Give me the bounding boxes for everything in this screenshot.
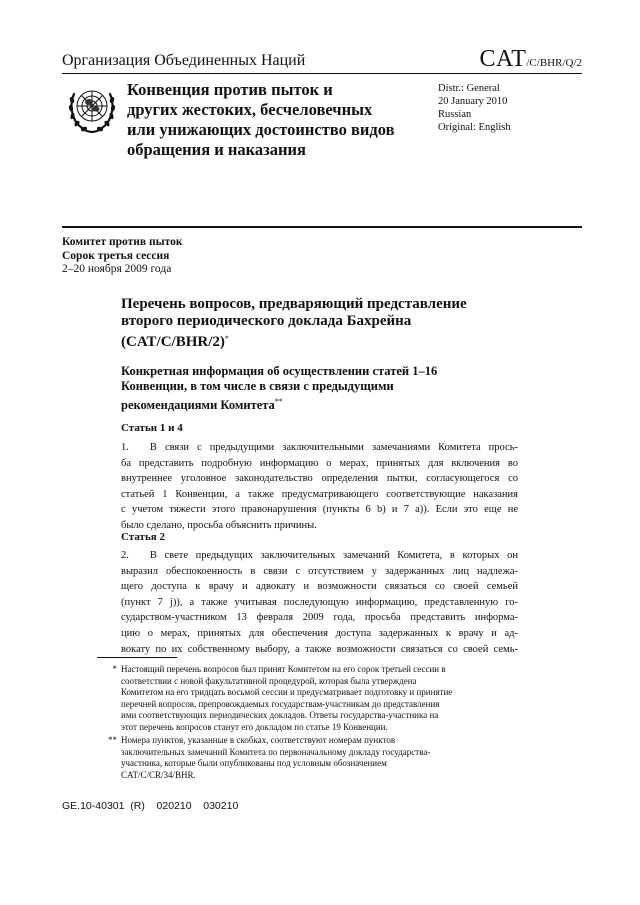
paragraph-line: вокату по их собственному выбору, а также возможности связаться со своей семь- <box>121 643 518 655</box>
paragraph-1 <box>121 440 518 534</box>
section-heading-article-2: Статья 2 <box>121 531 165 543</box>
sub-title-line: Конвенции, в том числе в связи с предыдущими <box>121 379 394 393</box>
footnote-1 <box>97 664 517 736</box>
paragraph-line: 1. В связи с предыдущими заключительными замечаниями Комитета прось- <box>121 442 518 453</box>
footnote-ref-2[interactable]: ** <box>274 397 283 406</box>
footnote-line: заключительных замечаний Комитета по первоначальному докладу государства- <box>121 746 431 757</box>
paragraph-line: статьей 1 Конвенции, а также предусматривающего соответствующие наказания <box>121 488 518 500</box>
main-title-line: Перечень вопросов, предваряющий представление <box>121 296 467 312</box>
footnote-ref-1[interactable]: * <box>224 334 229 343</box>
convention-title-line: Конвенция против пыток и <box>127 80 333 99</box>
paragraph-line: выразил обеспокоенность в связи с отсутствием у задержанных лиц надлежа- <box>121 565 518 577</box>
footnote-line: Комитетом на его тридцать восьмой сессии и предусматривает подготовку и принятие <box>121 687 453 697</box>
header-rule <box>62 73 582 74</box>
paragraph-line: было сделано, просьба объяснить причины. <box>121 519 317 531</box>
paragraph-line: внутреннее уголовное законодательство определения пытки, согласующегося со <box>121 473 518 485</box>
distribution-type: Distr.: General <box>438 83 500 94</box>
convention-title <box>127 80 427 160</box>
paragraph-2 <box>121 548 518 657</box>
header-thick-rule <box>62 226 582 228</box>
committee-block <box>62 236 183 277</box>
footnote-2 <box>97 735 517 783</box>
convention-title-line: других жестоких, бесчеловечных <box>127 100 373 119</box>
main-title <box>121 296 541 351</box>
paragraph-line: ба представить подробную информацию о мерах, принятых для включения во <box>121 457 518 469</box>
paragraph-line: (пункт 7 j)), а также учитывая последующую информацию, представленную го- <box>121 596 518 608</box>
sub-title-line: Конкретная информация об осуществлении статей 1–16 <box>121 364 438 378</box>
committee-session: Сорок третья сессия <box>62 249 170 262</box>
footnote-marker: ** <box>108 735 117 745</box>
document-symbol-main: CAT <box>479 46 527 72</box>
footnote-line: участника, которые были опубликованы под условным обозначением <box>121 758 387 768</box>
distribution-language: Russian <box>438 109 472 120</box>
footnote-separator <box>97 657 177 658</box>
document-symbol-suffix: /C/BHR/Q/2 <box>526 57 582 69</box>
section-heading-articles-1-4: Статьи 1 и 4 <box>121 422 183 434</box>
convention-title-line: обращения и наказания <box>127 140 306 159</box>
paragraph-line: цию о мерах, принятых для обеспечения доступа задержанных к врачу и ад- <box>121 627 518 639</box>
footnote-line: этот перечень вопросов станут его докладом по статье 19 Конвенции. <box>121 721 388 732</box>
un-emblem-icon <box>64 80 120 136</box>
committee-name: Комитет против пыток <box>62 236 183 248</box>
paragraph-line: сударством-участником 13 февраля 2009 года, просьба представить информа- <box>121 612 518 624</box>
main-title-line: второго периодического доклада Бахрейна <box>121 313 412 329</box>
paragraph-line: 2. В свете предыдущих заключительных замечаний Комитета, в которых он <box>121 550 518 561</box>
paragraph-line: щего доступа к врачу и адвокату и возможности связаться со своей семьей <box>121 581 518 593</box>
footnote-line: перечней вопросов, препровождаемых государствам-участникам до представления <box>121 698 440 709</box>
sub-title <box>121 364 541 413</box>
distribution-original: Original: English <box>438 122 511 133</box>
organization-name: Организация Объединенных Наций <box>62 52 306 69</box>
footnote-line: ими соответствующих периодических докладов. Ответы государства-участника на <box>121 710 439 720</box>
sub-title-line: рекомендациями Комитета <box>121 398 275 412</box>
footnote-line: Номера пунктов, указанные в скобках, соответствуют номерам пунктов <box>121 735 396 745</box>
distribution-block <box>438 82 511 134</box>
convention-title-line: или унижающих достоинство видов <box>127 120 395 139</box>
footnote-line: соответствии с новой факультативной процедурой, которая была утверждена <box>121 675 417 686</box>
job-number: GE.10-40301 (R) 020210 030210 <box>62 800 239 812</box>
footnote-line: CAT/C/CR/34/BHR. <box>121 769 196 780</box>
committee-dates: 2–20 ноября 2009 года <box>62 263 172 275</box>
distribution-date: 20 January 2010 <box>438 96 508 107</box>
paragraph-line: с учетом тяжести этого правонарушения (пункты 6 b) и 7 а)). Если это еще не <box>121 504 518 516</box>
main-title-line: (CAT/C/BHR/2) <box>121 334 225 350</box>
footnote-line: Настоящий перечень вопросов был принят Комитетом на его сорок третьей сессии в <box>121 664 446 674</box>
document-symbol <box>480 46 582 73</box>
footnote-marker: * <box>112 664 117 674</box>
